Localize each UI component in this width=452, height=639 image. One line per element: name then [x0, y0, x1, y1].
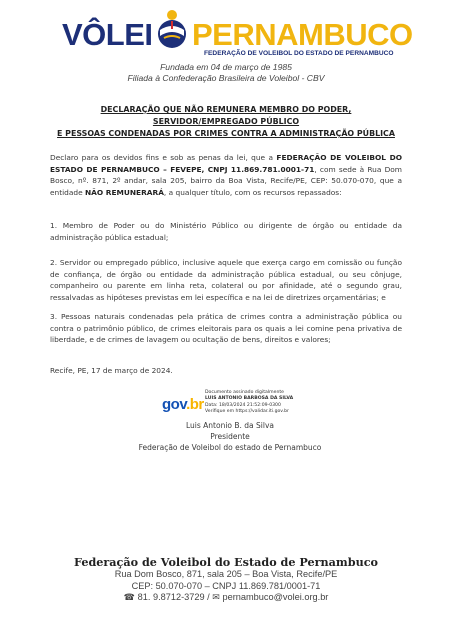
digital-signature-stamp: [205, 390, 293, 416]
footer-address: Rua Dom Bosco, 871, sala 205 – Boa Vista, Recife/PE: [114, 569, 338, 579]
signer-name: Luis Antonio B. da Silva: [185, 421, 274, 430]
title-line-1: DECLARAÇÃO QUE NÃO REMUNERA MEMBRO DO PODER, SERVIDOR/EMPREGADO PÚBLICO: [100, 105, 352, 126]
paragraph-intro: [50, 152, 402, 198]
signature-date: Data: 18/03/2024 21:52:09-0300: [205, 402, 281, 408]
founded-line: Fundada em 04 de março de 1985: [160, 62, 292, 72]
federation-logo: [62, 3, 413, 59]
footer: [0, 555, 452, 604]
foundation-info: [0, 62, 452, 83]
signer-block: [138, 420, 322, 453]
footer-email[interactable]: pernambuco@volei.org.br: [222, 592, 329, 602]
intro-bold-not-remunerate: NÃO REMUNERARÁ: [85, 187, 164, 197]
logo-word-pernambuco: PERNAMBUCO: [192, 17, 413, 52]
paragraph-item-1: 1. Membro de Poder ou do Ministério Público ou dirigente de órgão ou entidade da administração pública estadual;: [50, 221, 402, 242]
place-date: Recife, PE, 17 de março de 2024.: [50, 366, 173, 375]
affiliation-line: Filiada à Confederação Brasileira de Voleibol - CBV: [127, 72, 325, 83]
paragraph-item-2: 2. Servidor ou empregado público, inclusive aquele que exerça cargo em comissão ou função de confiança, de órgão ou entidade da administração pública estadual, ou seu cônjuge, companheiro ou parente em linha reta, colateral ou por afinidade, até o segundo grau, ressalvadas as hipóteses previstas em lei específica e na lei de diretrizes orçamentárias; e: [50, 258, 402, 302]
footer-phone: 81. 9.8712-3729: [137, 592, 205, 602]
footer-org: Federação de Voleibol do Estado de Pernambuco: [74, 555, 378, 569]
signer-name-caps: LUIS ANTONIO BARBOSA DA SILVA: [205, 396, 294, 402]
declaration-title: [50, 104, 402, 140]
footer-cep-cnpj: CEP: 50.070-070 – CNPJ 11.869.781/0001-71: [131, 580, 321, 591]
logo-word-volei: VÔLEI: [62, 17, 153, 52]
verify-url: Verifique em https://validar.iti.gov.br: [205, 409, 289, 415]
footer-contact: ☎ 81. 9.8712-3729 / ✉ pernambuco@volei.org.br: [123, 592, 329, 602]
phone-icon: ☎: [123, 592, 136, 602]
gov-br-logo: gov.br: [162, 396, 204, 413]
signer-org: Federação de Voleibol do estado de Pernambuco: [138, 443, 322, 452]
title-line-2: E PESSOAS CONDENADAS POR CRIMES CONTRA A ADMINISTRAÇÃO PÚBLICA: [57, 129, 395, 138]
intro-text-c: , a qualquer título, com os recursos repassados:: [163, 187, 342, 197]
signer-role: Presidente: [210, 432, 250, 441]
envelope-icon: ✉: [212, 592, 220, 602]
logo-subtitle: FEDERAÇÃO DE VOLEIBOL DO ESTADO DE PERNAMBUCO: [204, 50, 394, 57]
paragraph-item-3: 3. Pessoas naturais condenadas pela prática de crimes contra a administração pública ou contra o patrimônio público, de crimes eleitorais para os quais a lei comine pena privativa de liberdade, e de crimes de lavagem ou ocultação de bens, direitos e valores;: [50, 312, 402, 345]
intro-text-b: , com sede à Rua Dom Bosco, nº. 871, 2º andar, sala 205, bairro da Boa Vista, Recife/PE, CEP: 50.070-070, que a entidade: [50, 164, 402, 197]
intro-bold-entity: FEDERAÇÃO DE VOLEIBOL DO ESTADO DE PERNAMBUCO – FEVEPE, CNPJ 11.869.781.0001-71: [50, 153, 402, 174]
intro-text-a: Declaro para os devidos fins e sob as penas da lei, que a: [50, 153, 277, 162]
volleyball-flag-icon: [155, 8, 189, 50]
doc-signed-label: Documento assinado digitalmente: [205, 390, 284, 395]
